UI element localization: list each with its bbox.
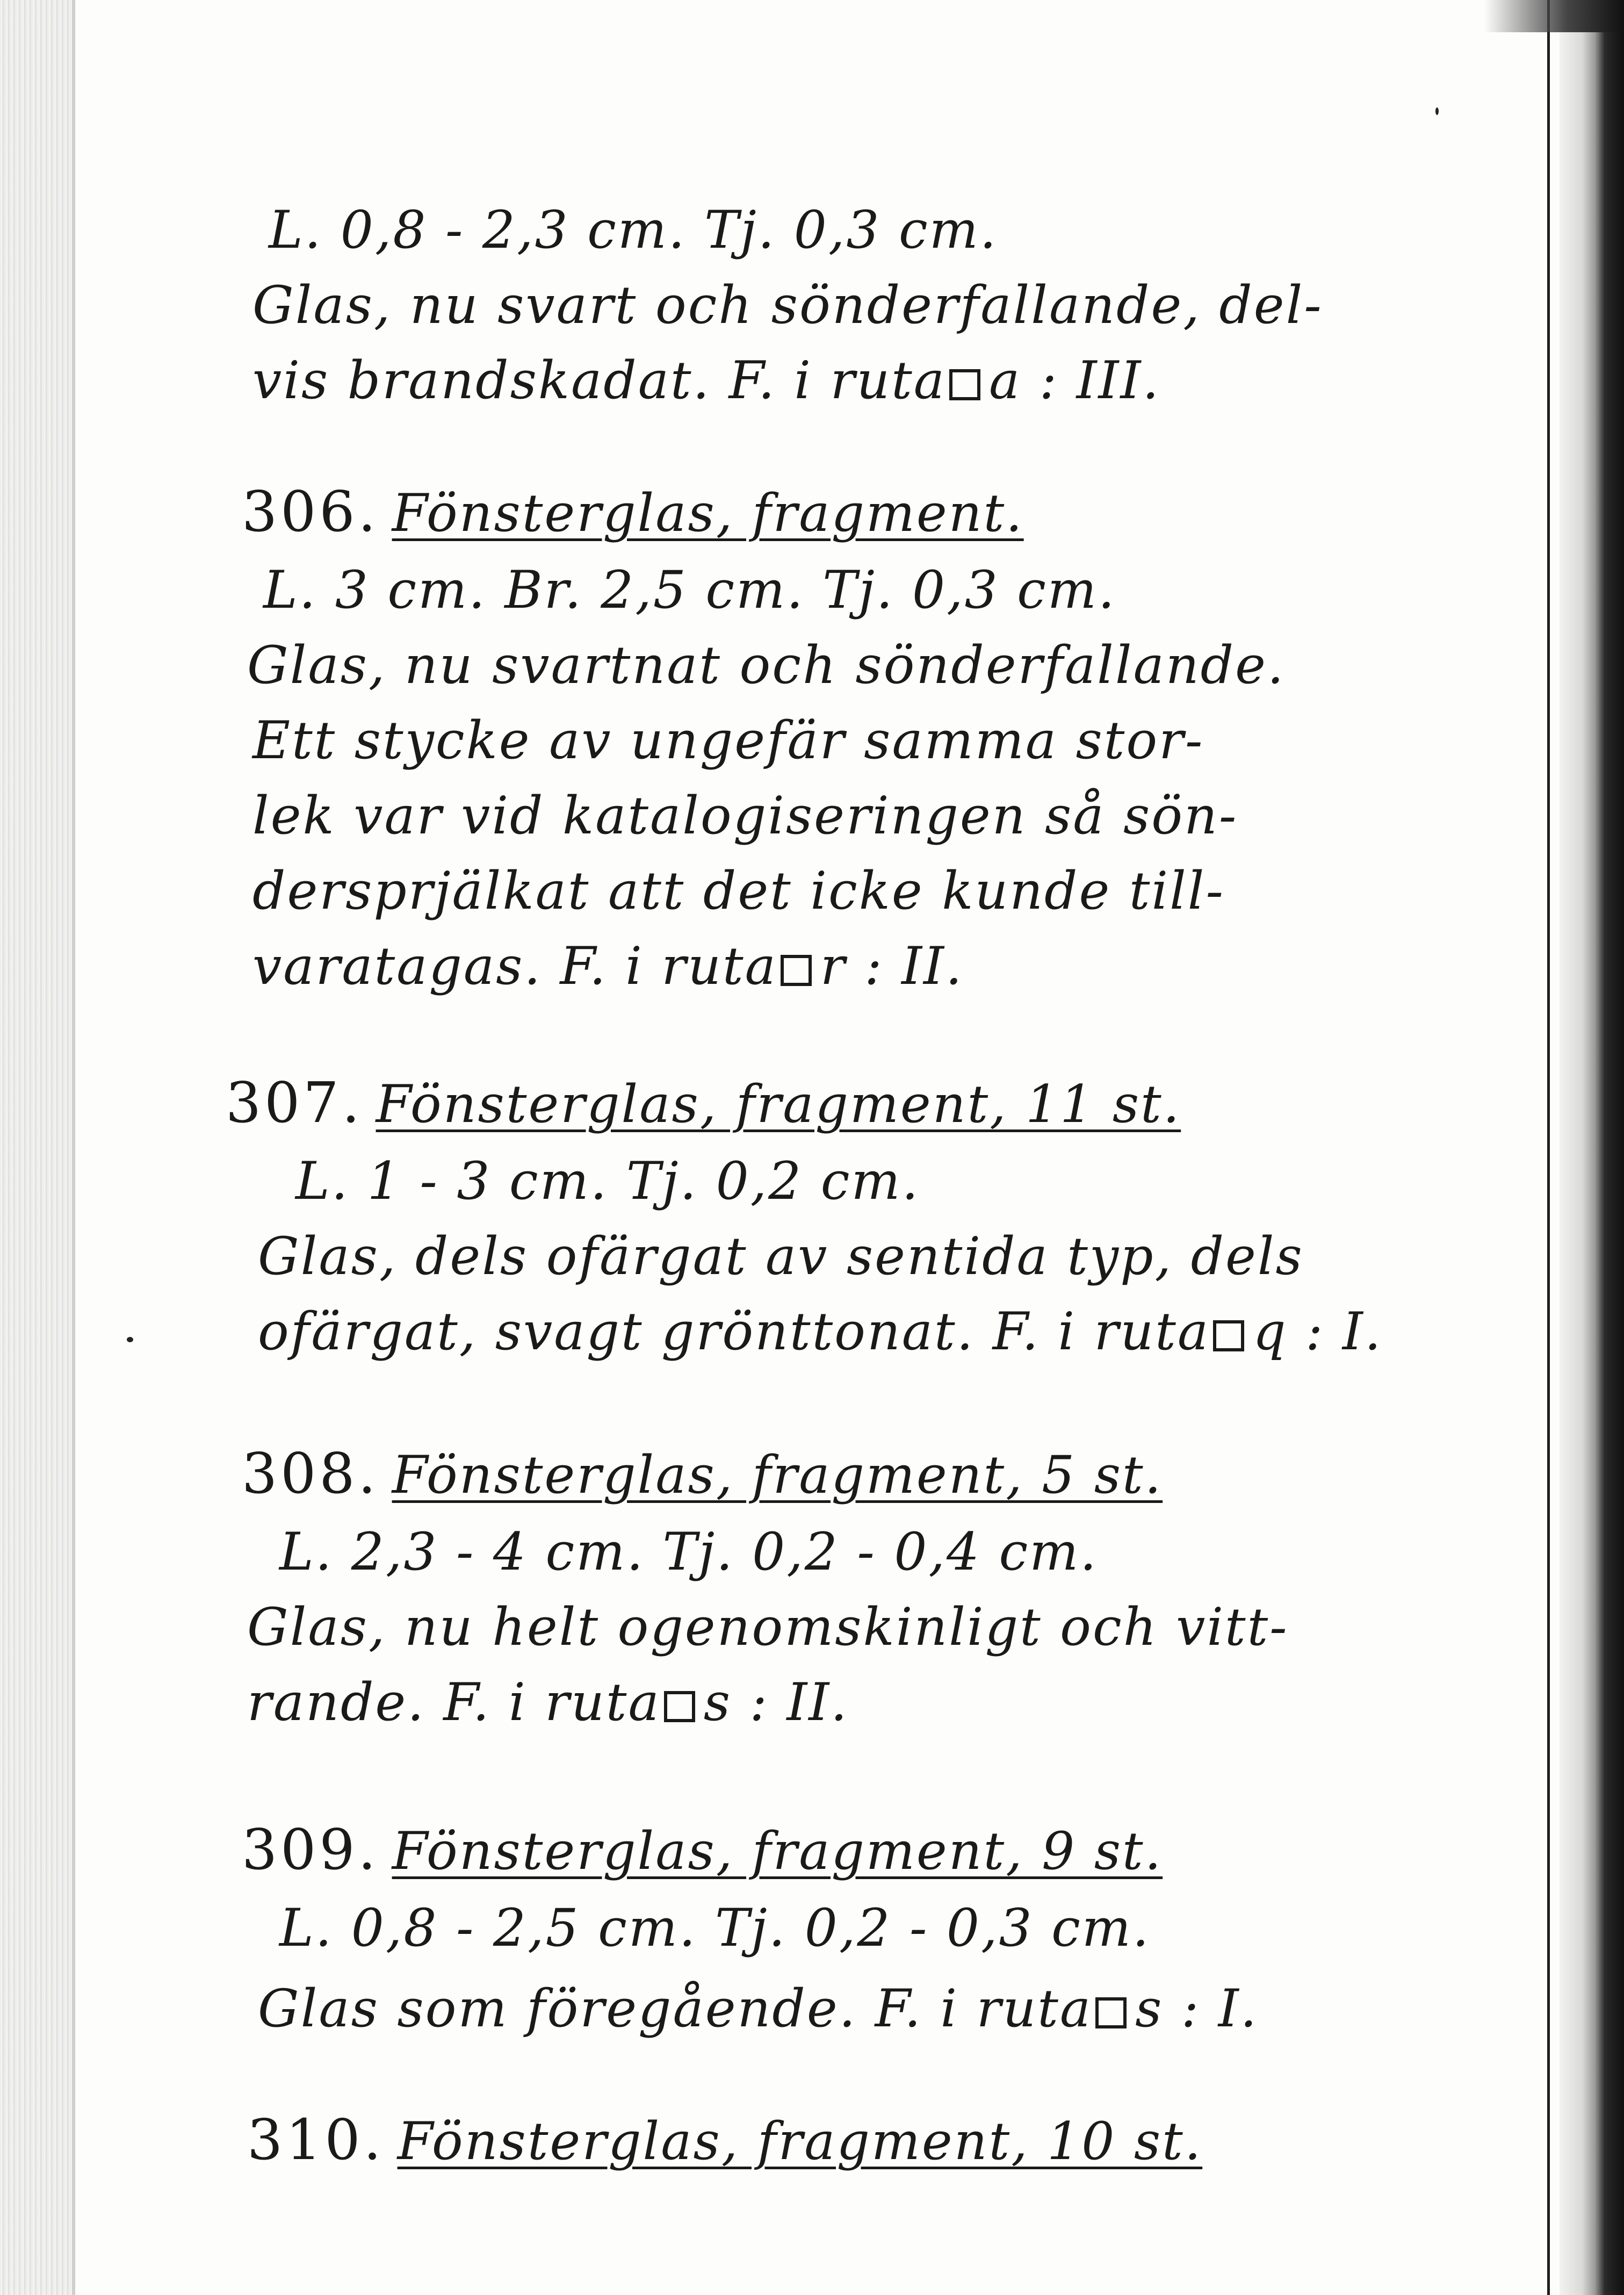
entry-number: 309. [242, 1817, 379, 1882]
measure-line: L. 3 cm. Br. 2,5 cm. Tj. 0,3 cm. [263, 560, 1116, 620]
grid-reference: s : I. [1135, 1979, 1259, 2039]
text-line-part: varatagas. F. i ruta [252, 936, 777, 996]
measure-line: L. 2,3 - 4 cm. Tj. 0,2 - 0,4 cm. [279, 1522, 1098, 1582]
book-binding [1560, 0, 1624, 2295]
text-line [247, 1672, 849, 1732]
entry-title: Fönsterglas, fragment, 9 st. [392, 1821, 1163, 1881]
grid-reference: a : III. [988, 350, 1160, 411]
grid-reference: r : II. [820, 936, 964, 996]
grid-reference: s : II. [703, 1672, 849, 1732]
corner-shadow [1484, 0, 1624, 32]
text-line-part: Glas som föregående. F. i ruta [258, 1979, 1093, 2039]
binding-line [1547, 0, 1550, 2295]
text-line: Glas, dels ofärgat av sentida typ, dels [258, 1226, 1304, 1286]
entry-heading [242, 479, 1024, 544]
text-line: lek var vid katalogiseringen så sön- [252, 786, 1238, 846]
grid-square-symbol [664, 1691, 695, 1722]
text-line [252, 936, 964, 996]
entry-number: 308. [242, 1441, 379, 1506]
text-line: Ett stycke av ungefär samma stor- [252, 710, 1204, 771]
text-line-part: rande. F. i ruta [247, 1672, 661, 1732]
entry-heading [242, 1817, 1163, 1882]
grid-square-symbol [1213, 1320, 1244, 1351]
entry-heading [247, 2107, 1203, 2172]
grid-reference: q : I. [1253, 1301, 1383, 1362]
ink-speck [127, 1337, 133, 1342]
entry-heading [226, 1070, 1181, 1135]
measure-line: L. 0,8 - 2,5 cm. Tj. 0,2 - 0,3 cm. [279, 1898, 1151, 1958]
entry-title: Fönsterglas, fragment, 5 st. [392, 1445, 1163, 1505]
text-line: Glas, nu helt ogenomskinligt och vitt- [247, 1597, 1289, 1657]
grid-square-symbol [1095, 1997, 1127, 2028]
text-line-part: vis brandskadat. F. i ruta [252, 350, 946, 411]
entry-number: 307. [226, 1070, 363, 1135]
text-line: Glas, nu svartnat och sönderfallande. [247, 635, 1286, 695]
grid-square-symbol [949, 369, 980, 400]
entry-title: Fönsterglas, fragment. [392, 483, 1024, 543]
text-line-part: ofärgat, svagt grönttonat. F. i ruta [258, 1301, 1210, 1362]
text-line: Glas, nu svart och sönderfallande, del- [252, 275, 1323, 335]
grid-square-symbol [781, 955, 812, 986]
entry-title: Fönsterglas, fragment, 11 st. [376, 1074, 1181, 1134]
text-line [258, 1979, 1259, 2039]
entry-title: Fönsterglas, fragment, 10 st. [397, 2111, 1203, 2171]
text-line [252, 350, 1160, 411]
measure-line: L. 0,8 - 2,3 cm. Tj. 0,3 cm. [269, 200, 998, 260]
ink-speck [1435, 107, 1439, 115]
entry-number: 306. [242, 479, 379, 544]
page-edge-left [0, 0, 75, 2295]
measure-line: L. 1 - 3 cm. Tj. 0,2 cm. [295, 1151, 920, 1211]
entry-heading [242, 1441, 1163, 1506]
text-line [258, 1301, 1383, 1362]
entry-number: 310. [247, 2107, 385, 2172]
text-line: dersprjälkat att det icke kunde till- [252, 861, 1225, 921]
